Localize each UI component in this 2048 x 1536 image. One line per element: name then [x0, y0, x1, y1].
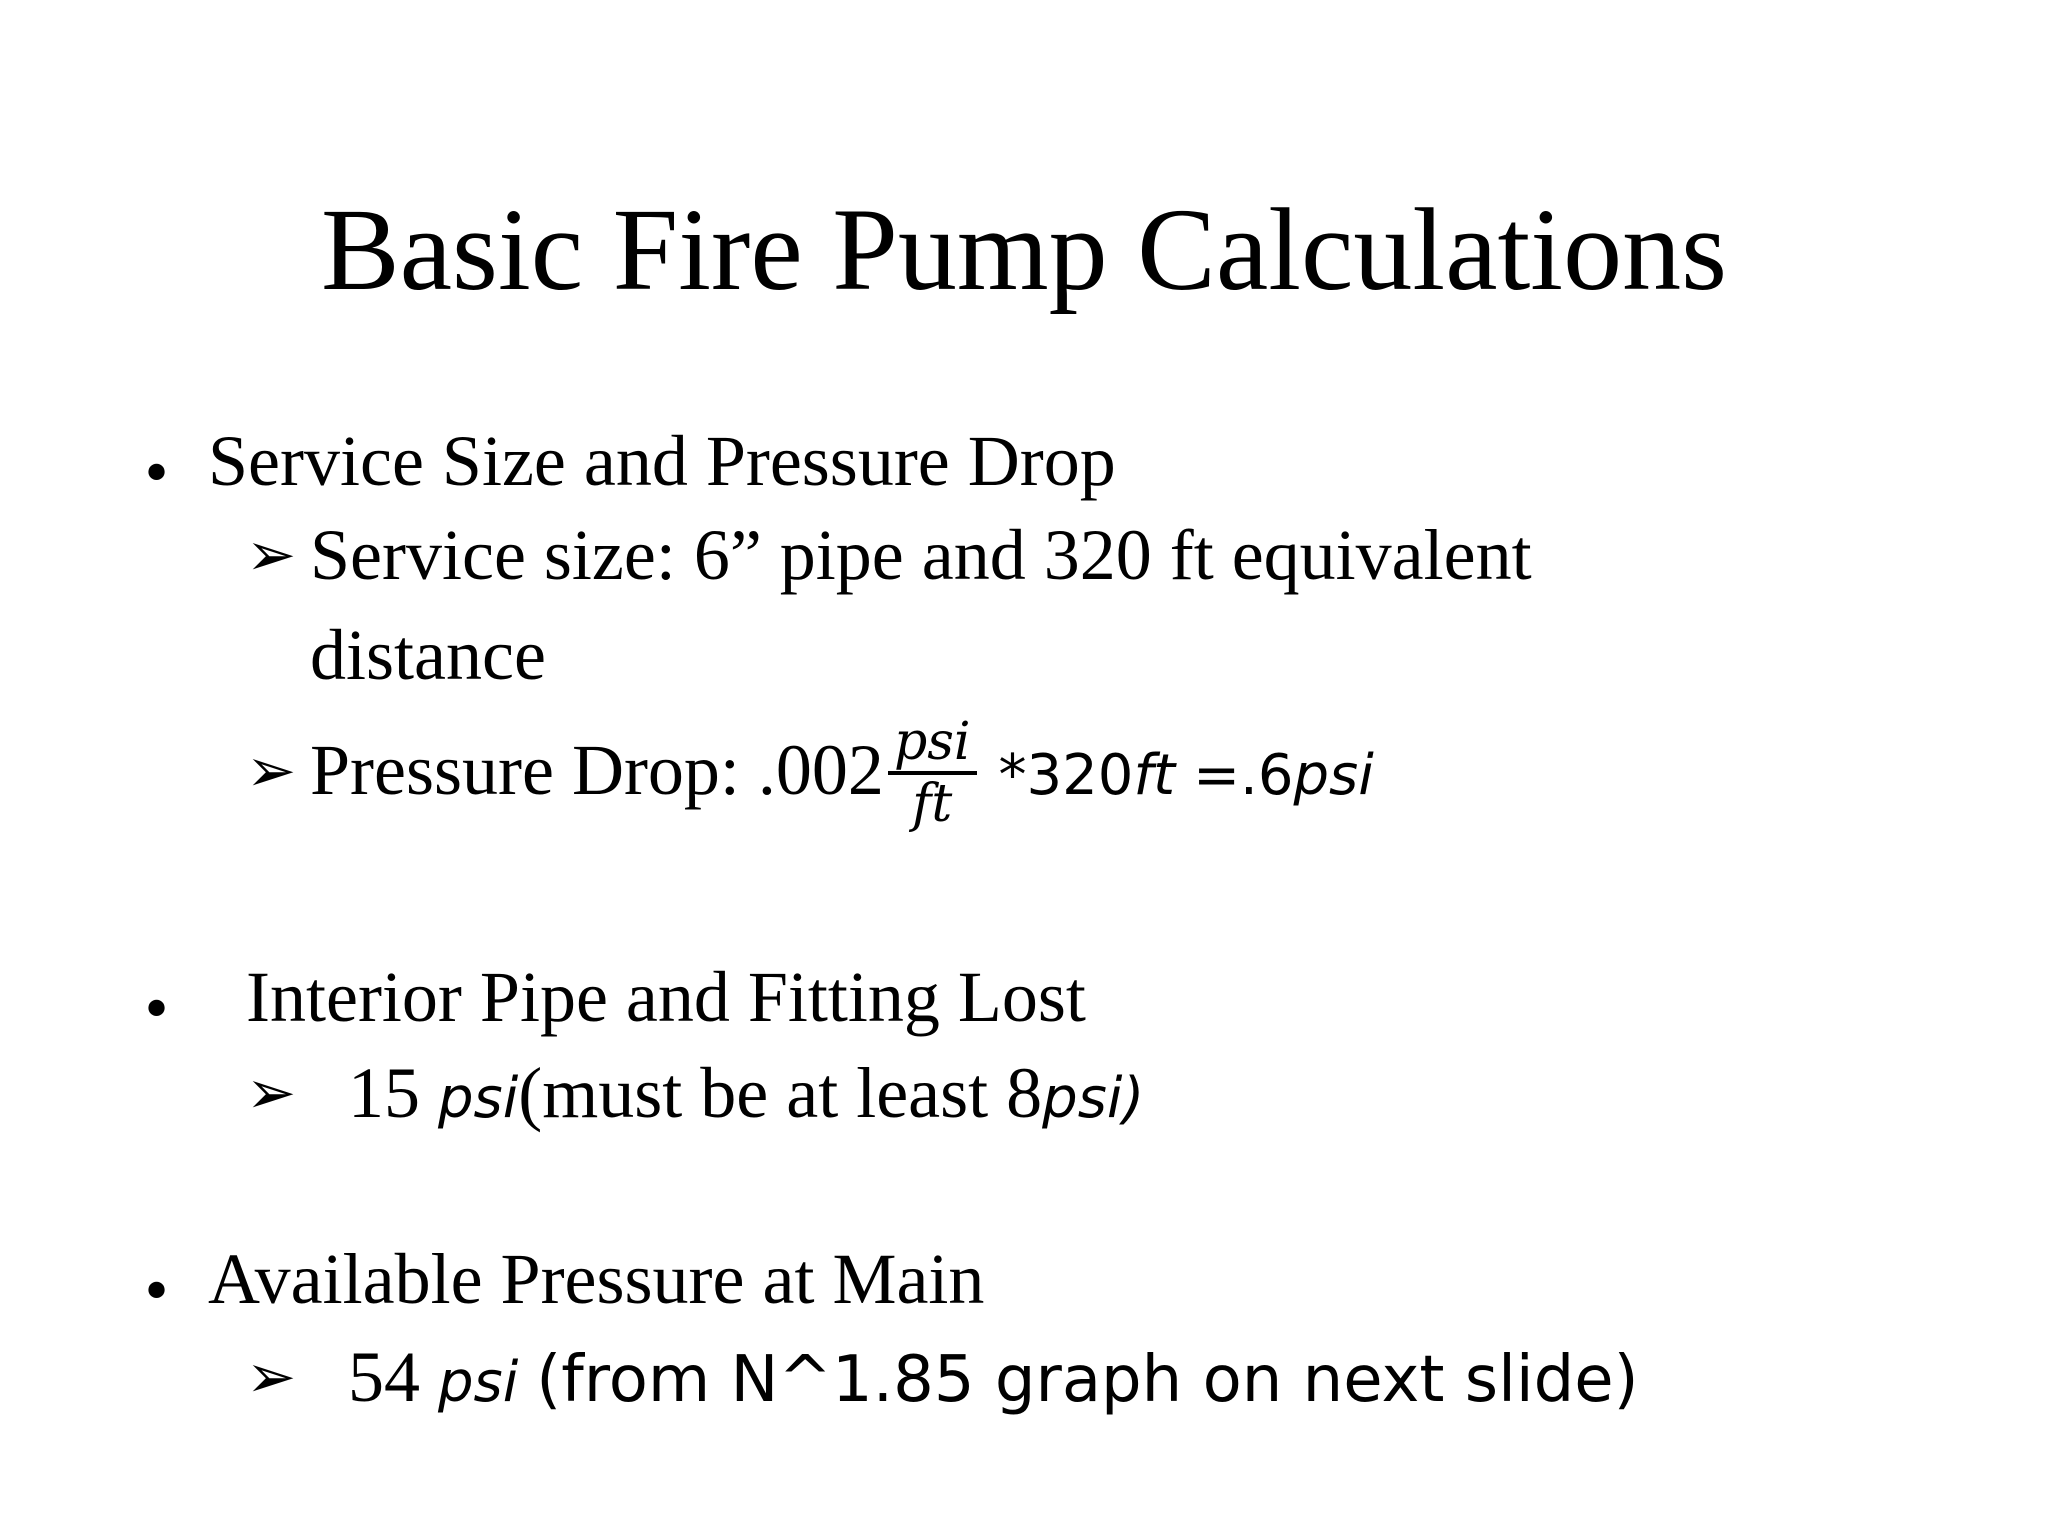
interior-pipe-note: (must be at least 8 [518, 1053, 1043, 1133]
pressure-drop-equation [310, 700, 1374, 846]
arrow-bullet-icon: ➢ [246, 736, 297, 806]
fraction-numerator: psi [888, 713, 977, 775]
bullet-icon: • [140, 442, 174, 507]
available-pressure-note: (from N^1.85 graph on next slide) [536, 1343, 1639, 1417]
available-pressure-value-line [348, 1334, 1639, 1426]
interior-pipe-unit: psi [438, 1066, 519, 1131]
available-pressure-unit: psi [438, 1350, 519, 1415]
fraction-psi-per-ft [888, 713, 977, 833]
interior-pipe-value: 15 [348, 1053, 420, 1133]
interior-pipe-note-unit: psi [1042, 1066, 1123, 1131]
section-heading-interior-pipe: Interior Pipe and Fitting Lost [246, 957, 1086, 1037]
service-size-line-2: distance [310, 615, 546, 695]
equation-multiplier: *320 [998, 743, 1134, 808]
service-size-line-1: Service size: 6” pipe and 320 ft equivalent [310, 515, 1532, 595]
section-heading-service-size: Service Size and Pressure Drop [208, 421, 1116, 501]
bullet-icon: • [140, 978, 174, 1043]
interior-pipe-note-close: ) [1122, 1066, 1145, 1131]
equation-unit-ft: ft [1133, 743, 1176, 808]
arrow-bullet-icon: ➢ [246, 520, 297, 590]
equation-result: =.6 [1193, 743, 1294, 808]
pressure-drop-prefix: Pressure Drop: .002 [310, 730, 884, 810]
available-pressure-value: 54 [348, 1337, 420, 1417]
interior-pipe-value-line [348, 1050, 1144, 1142]
bullet-icon: • [140, 1260, 174, 1325]
arrow-bullet-icon: ➢ [246, 1342, 297, 1412]
fraction-denominator: ft [912, 774, 953, 835]
slide-title: Basic Fire Pump Calculations [320, 184, 1728, 315]
equation-unit-psi: psi [1293, 743, 1374, 808]
arrow-bullet-icon: ➢ [246, 1058, 297, 1128]
section-heading-available-pressure: Available Pressure at Main [208, 1239, 985, 1319]
